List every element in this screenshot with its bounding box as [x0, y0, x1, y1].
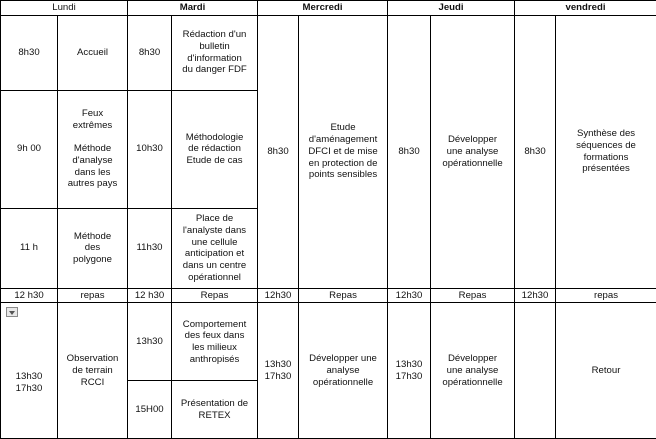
monday-slot1-time: 8h30	[1, 15, 58, 90]
tuesday-slot2-time: 10h30	[128, 90, 172, 208]
monday-break-time: 12 h30	[1, 288, 58, 303]
thursday-afternoon-time: 13h30 17h30	[388, 303, 431, 439]
header-row	[1, 1, 656, 16]
wednesday-afternoon-time: 13h30 17h30	[258, 303, 299, 439]
wednesday-afternoon-activity: Développer une analyse opérationnelle	[299, 303, 388, 439]
tuesday-slot1-activity: Rédaction d'un bulletin d'information du danger FDF	[172, 15, 258, 90]
wednesday-break-label: Repas	[299, 288, 388, 303]
tuesday-slot5-time: 15H00	[128, 381, 172, 439]
thursday-break-time: 12h30	[388, 288, 431, 303]
monday-slot2-time: 9h 00	[1, 90, 58, 208]
friday-morning-time: 8h30	[515, 15, 556, 288]
monday-slot2-activity: Feux extrêmes Méthode d'analyse dans les autres pays	[58, 90, 128, 208]
friday-afternoon-time	[515, 303, 556, 439]
tuesday-slot2-activity: Méthodologie de rédaction Etude de cas	[172, 90, 258, 208]
table-row	[1, 303, 656, 381]
monday-slot1-activity: Accueil	[58, 15, 128, 90]
thursday-morning-time: 8h30	[388, 15, 431, 288]
thursday-morning-activity: Développer une analyse opérationnelle	[431, 15, 515, 288]
tuesday-slot4-activity: Comportement des feux dans les milieux anthropisés	[172, 303, 258, 381]
monday-break-label: repas	[58, 288, 128, 303]
tuesday-slot1-time: 8h30	[128, 15, 172, 90]
monday-afternoon-time	[1, 303, 58, 439]
monday-afternoon-time-text: 13h30 17h30	[16, 371, 43, 394]
tuesday-slot4-time: 13h30	[128, 303, 172, 381]
wednesday-break-time: 12h30	[258, 288, 299, 303]
friday-break-time: 12h30	[515, 288, 556, 303]
thursday-afternoon-activity: Développer une analyse opérationnelle	[431, 303, 515, 439]
day-header-jeudi: Jeudi	[388, 1, 515, 16]
tuesday-slot3-activity: Place de l'analyste dans une cellule anticipation et dans un centre opérationnel	[172, 208, 258, 288]
day-header-vendredi: vendredi	[515, 1, 656, 16]
table-row	[1, 15, 656, 90]
monday-afternoon-activity: Observation de terrain RCCI	[58, 303, 128, 439]
monday-slot3-time: 11 h	[1, 208, 58, 288]
day-header-mardi: Mardi	[128, 1, 258, 16]
dropdown-arrow-icon[interactable]	[6, 307, 18, 317]
tuesday-slot5-activity: Présentation de RETEX	[172, 381, 258, 439]
monday-slot3-activity: Méthode des polygone	[58, 208, 128, 288]
lunch-row	[1, 288, 656, 303]
friday-morning-activity: Synthèse des séquences de formations présentées	[556, 15, 656, 288]
tuesday-break-time: 12 h30	[128, 288, 172, 303]
friday-break-label: repas	[556, 288, 656, 303]
day-header-lundi: Lundi	[1, 1, 128, 16]
tuesday-break-label: Repas	[172, 288, 258, 303]
friday-afternoon-activity: Retour	[556, 303, 656, 439]
tuesday-slot3-time: 11h30	[128, 208, 172, 288]
wednesday-morning-time: 8h30	[258, 15, 299, 288]
day-header-mercredi: Mercredi	[258, 1, 388, 16]
thursday-break-label: Repas	[431, 288, 515, 303]
wednesday-morning-activity: Etude d'aménagement DFCI et de mise en protection de points sensibles	[299, 15, 388, 288]
